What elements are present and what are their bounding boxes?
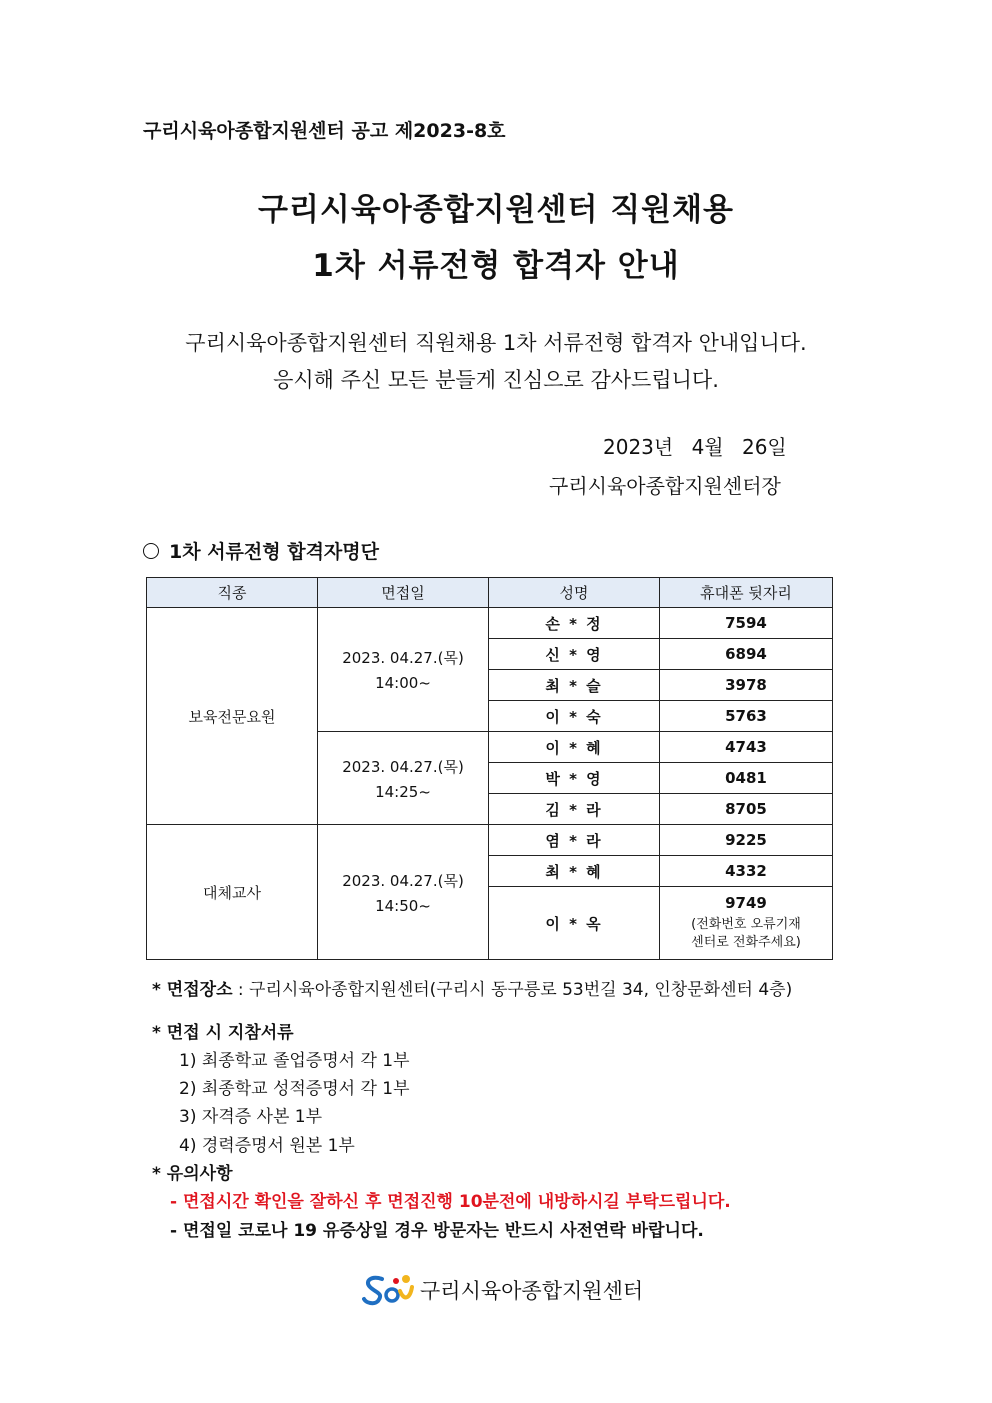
job-cell: 보육전문요원 [147, 608, 318, 825]
applicant-name: 염 * 라 [489, 825, 660, 856]
intro-line2: 응시해 주신 모든 분들게 진심으로 감사드립니다. [273, 368, 719, 392]
applicant-name: 최 * 혜 [489, 856, 660, 887]
center-logo-icon [362, 1273, 414, 1307]
announcement-date: 2023년 4월 26일 [603, 435, 787, 459]
phone-digits: 4332 [660, 856, 833, 887]
page-title-line2: 1차 서류전형 합격자 안내 [312, 248, 680, 284]
slot-date: 2023. 04.27.(목) [342, 757, 464, 776]
circle-bullet-icon [143, 543, 159, 559]
interview-slot [318, 608, 489, 732]
header-phone: 휴대폰 뒷자리 [660, 578, 833, 608]
section-title: 1차 서류전형 합격자명단 [169, 541, 379, 563]
applicant-name: 김 * 라 [489, 794, 660, 825]
header-name: 성명 [489, 578, 660, 608]
applicant-name: 신 * 영 [489, 639, 660, 670]
phone-digits: 4743 [660, 732, 833, 763]
slot-time: 14:25~ [375, 782, 431, 801]
phone-digits: 3978 [660, 670, 833, 701]
table-row [147, 825, 833, 856]
table-header-row [147, 578, 833, 608]
applicant-name: 박 * 영 [489, 763, 660, 794]
signer: 구리시육아종합지원센터장 [549, 474, 781, 498]
venue-label: * 면접장소 [152, 980, 233, 1000]
document-item: 4) 경력증명서 원본 1부 [179, 1136, 355, 1156]
logo-text: 구리시육아종합지원센터 [420, 1279, 644, 1303]
notice-number: 구리시육아종합지원센터 공고 제2023-8호 [143, 120, 506, 142]
phone-digits: 8705 [660, 794, 833, 825]
document-item: 3) 자격증 사본 1부 [179, 1107, 323, 1127]
applicant-name: 이 * 옥 [489, 887, 660, 960]
slot-date: 2023. 04.27.(목) [342, 871, 464, 890]
document-item: 1) 최종학교 졸업증명서 각 1부 [179, 1051, 410, 1071]
applicant-name: 손 * 정 [489, 608, 660, 639]
table-row [147, 608, 833, 639]
header-interview-date: 면접일 [318, 578, 489, 608]
applicant-name: 이 * 혜 [489, 732, 660, 763]
footer-logo [362, 1273, 643, 1307]
applicant-table [146, 577, 833, 960]
caution-item: - 면접일 코로나 19 유증상일 경우 방문자는 반드시 사전연락 바랍니다. [170, 1221, 704, 1241]
venue-text: : 구리시육아종합지원센터(구리시 동구릉로 53번길 34, 인창문화센터 4층) [232, 980, 793, 1000]
caution-item: - 면접시간 확인을 잘하신 후 면접진행 10분전에 내방하시길 부탁드립니다. [170, 1192, 731, 1212]
slot-time: 14:00~ [375, 674, 431, 692]
slot-date: 2023. 04.27.(목) [342, 649, 464, 667]
phone-note: 센터로 전화주세요) [691, 935, 801, 950]
phone-digits: 6894 [660, 639, 833, 670]
intro-line1: 구리시육아종합지원센터 직원채용 1차 서류전형 합격자 안내입니다. [185, 331, 807, 355]
job-cell: 대체교사 [147, 825, 318, 960]
phone-digits: 7594 [660, 608, 833, 639]
document-item: 2) 최종학교 성적증명서 각 1부 [179, 1079, 410, 1099]
phone-note: (전화번호 오류기재 [691, 917, 801, 932]
phone-digits-with-note [660, 887, 833, 960]
applicant-name: 최 * 슬 [489, 670, 660, 701]
section-heading [143, 537, 379, 564]
documents-heading: * 면접 시 지참서류 [152, 1023, 294, 1043]
venue-line [152, 975, 792, 1000]
interview-slot [318, 732, 489, 825]
interview-slot [318, 825, 489, 960]
phone-digits: 5763 [660, 701, 833, 732]
phone-digits: 0481 [660, 763, 833, 794]
header-job: 직종 [147, 578, 318, 608]
page-title-line1: 구리시육아종합지원센터 직원채용 [258, 192, 734, 228]
phone-digits: 9225 [660, 825, 833, 856]
phone-digits: 9749 [725, 894, 767, 912]
cautions-heading: * 유의사항 [152, 1164, 233, 1184]
applicant-name: 이 * 숙 [489, 701, 660, 732]
slot-time: 14:50~ [375, 896, 431, 915]
